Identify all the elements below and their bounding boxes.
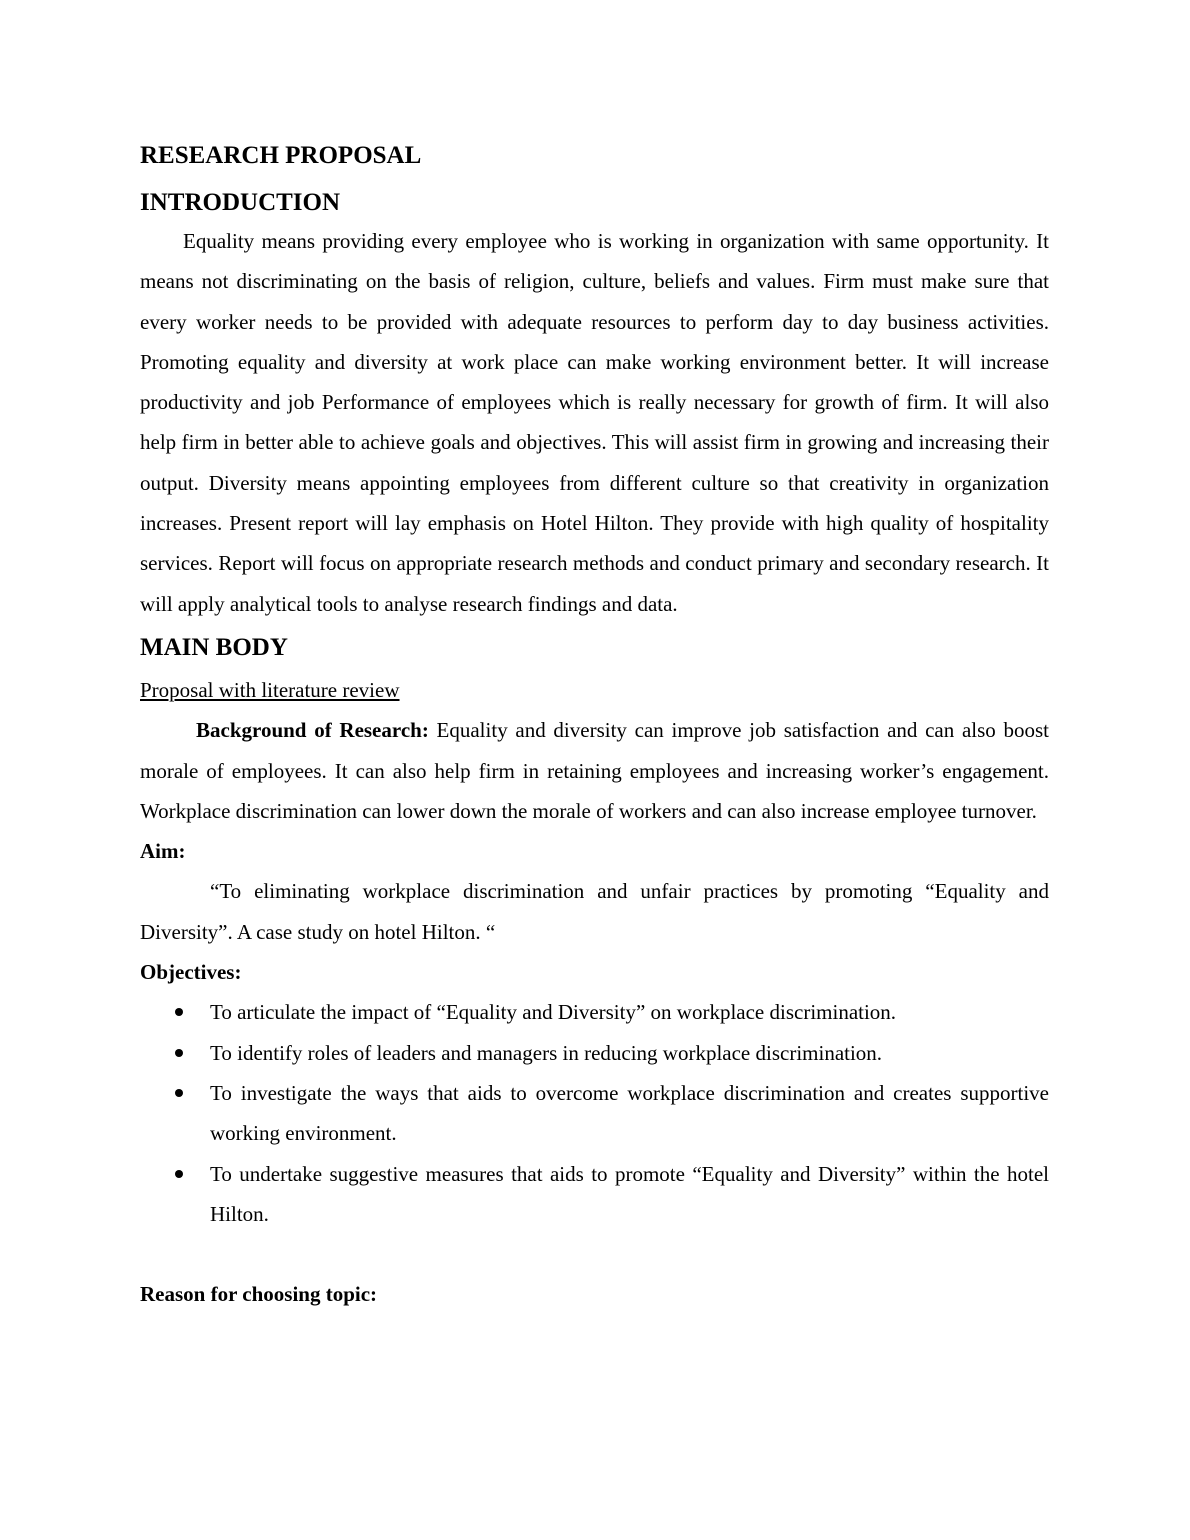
objectives-list bbox=[140, 992, 1049, 1234]
introduction-paragraph: Equality means providing every employee who is working in organization with same opportunity. It means not discriminating on the basis of religion, culture, beliefs and values. Firm must make sure that every worker needs to be provided with adequate resources to perform day to day business activities. Promoting equality and diversity at work place can make working environment better. It will increase productivity and job Performance of employees which is really necessary for growth of firm. It will also help firm in better able to achieve goals and objectives. This will assist firm in growing and increasing their output. Diversity means appointing employees from different culture so that creativity in organization increases. Present report will lay emphasis on Hotel Hilton. They provide with high quality of hospitality services. Report will focus on appropriate research methods and conduct primary and secondary research. It will apply analytical tools to analyse research findings and data. bbox=[140, 229, 1049, 616]
main-body-heading: MAIN BODY bbox=[140, 633, 288, 661]
background-label: Background of Research: bbox=[196, 718, 429, 743]
aim-paragraph: “To eliminating workplace discrimination and unfair practices by promoting “Equality and Diversity”. A case study on hotel Hilton. “ bbox=[140, 879, 1049, 944]
introduction-heading: INTRODUCTION bbox=[140, 189, 341, 216]
bullet-icon bbox=[175, 1089, 183, 1097]
objective-text: To investigate the ways that aids to overcome workplace discrimination and creates supportive working environment. bbox=[210, 1080, 1049, 1146]
objective-item bbox=[140, 1033, 1049, 1073]
bullet-icon bbox=[175, 1049, 183, 1057]
background-text: Equality and diversity can improve job satisfaction and can also boost morale of employees. It can also help firm in retaining employees and increasing worker’s engagement. Workplace discrimination can lower down the morale of workers and can also increase employee turnover. bbox=[140, 718, 1049, 823]
objective-item bbox=[140, 1154, 1049, 1235]
aim-label: Aim: bbox=[140, 839, 186, 864]
document-page bbox=[140, 138, 1049, 1314]
bullet-icon bbox=[175, 1008, 183, 1016]
literature-review-subheading: Proposal with literature review bbox=[140, 677, 400, 702]
bullet-icon bbox=[175, 1170, 183, 1178]
objectives-label: Objectives: bbox=[140, 960, 242, 985]
objective-text: To articulate the impact of “Equality and Diversity” on workplace discrimination. bbox=[210, 1000, 897, 1025]
objective-item bbox=[140, 1073, 1049, 1154]
objective-text: To identify roles of leaders and managers in reducing workplace discrimination. bbox=[210, 1040, 883, 1065]
objective-item bbox=[140, 992, 1049, 1032]
document-title: RESEARCH PROPOSAL bbox=[140, 142, 422, 169]
objective-text: To undertake suggestive measures that aids to promote “Equality and Diversity” within the hotel Hilton. bbox=[210, 1161, 1049, 1226]
background-paragraph bbox=[140, 710, 1049, 831]
reason-label: Reason for choosing topic: bbox=[140, 1282, 378, 1307]
